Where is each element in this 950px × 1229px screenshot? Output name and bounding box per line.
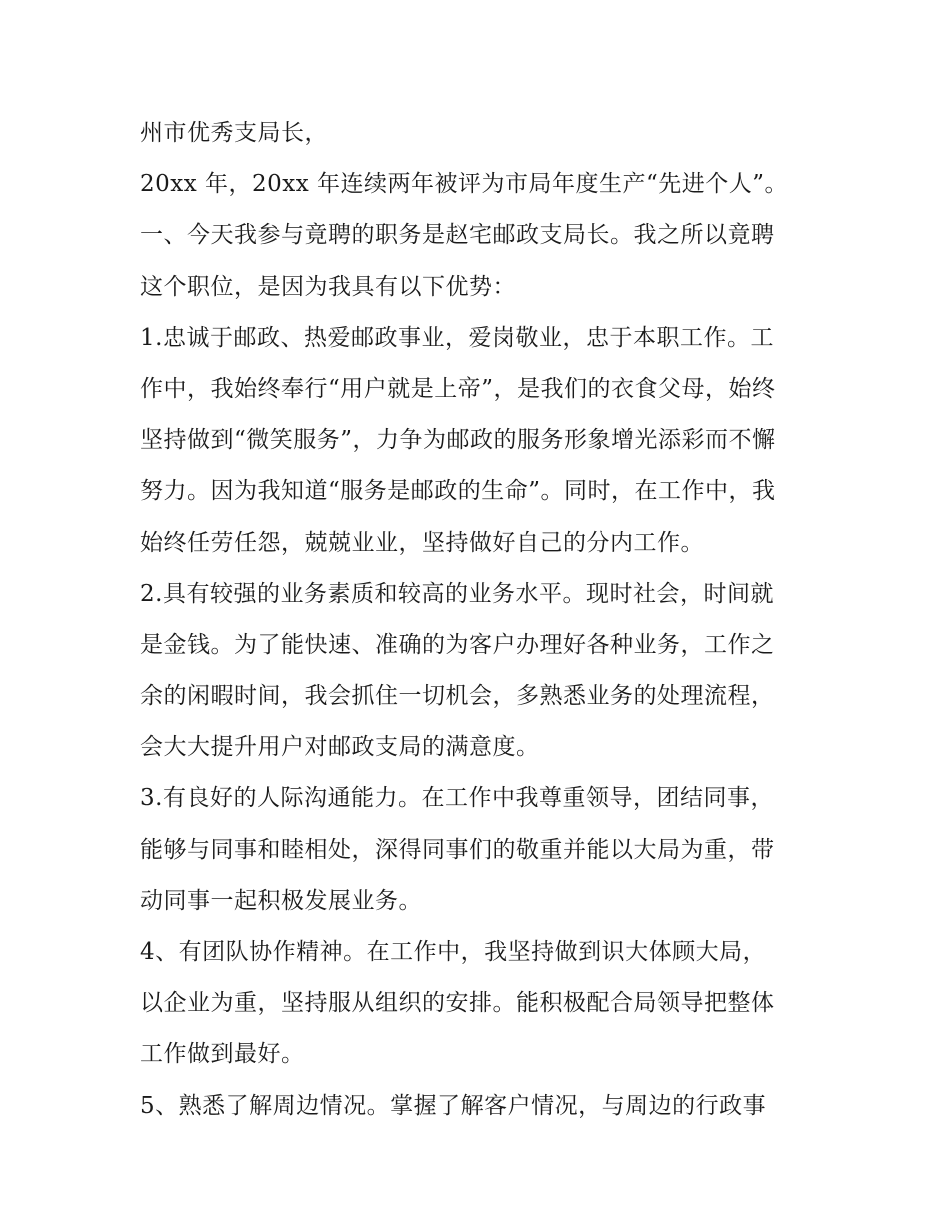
text-line-5: 1.忠诚于邮政、热爱邮政事业，爱岗敬业，忠于本职工作。工 (140, 324, 774, 351)
text-line-7: 坚持做到“微笑服务”，力争为邮政的服务形象增光添彩而不懈 (140, 427, 776, 454)
text-line-6: 作中，我始终奉行“用户就是上帝”，是我们的衣食父母，始终 (140, 375, 776, 402)
text-line-10: 2.具有较强的业务素质和较高的业务水平。现时社会，时间就 (140, 580, 774, 607)
text-line-4: 这个职位，是因为我具有以下优势： (140, 273, 516, 300)
text-line-19: 工作做到最好。 (140, 1041, 305, 1068)
text-line-16: 动同事一起积极发展业务。 (140, 887, 422, 914)
text-line-17: 4、有团队协作精神。在工作中，我坚持做到识大体顾大局， (140, 939, 767, 965)
text-line-9: 始终任劳任怨，兢兢业业，坚持做好自己的分内工作。 (140, 529, 704, 556)
text-line-20: 5、熟悉了解周边情况。掌握了解客户情况，与周边的行政事 (140, 1092, 767, 1119)
text-line-8: 努力。因为我知道“服务是邮政的生命”。同时，在工作中，我 (140, 478, 776, 505)
text-line-13: 会大大提升用户对邮政支局的满意度。 (140, 734, 540, 761)
text-line-11: 是金钱。为了能快速、准确的为客户办理好各种业务，工作之 (140, 631, 775, 658)
text-line-2: 20xx 年，20xx 年连续两年被评为市局年度生产“先进个人”。 (140, 171, 789, 198)
text-line-12: 余的闲暇时间，我会抓住一切机会，多熟悉业务的处理流程， (140, 683, 775, 710)
text-line-15: 能够与同事和睦相处，深得同事们的敬重并能以大局为重，带 (140, 836, 775, 863)
text-line-18: 以企业为重，坚持服从组织的安排。能积极配合局领导把整体 (140, 990, 775, 1017)
text-line-3: 一、今天我参与竟聘的职务是赵宅邮政支局长。我之所以竟聘 (140, 222, 775, 249)
document-body (140, 108, 820, 1132)
text-line-1: 州市优秀支局长， (140, 120, 328, 146)
text-line-14: 3.有良好的人际沟通能力。在工作中我尊重领导，团结同事， (140, 785, 774, 812)
